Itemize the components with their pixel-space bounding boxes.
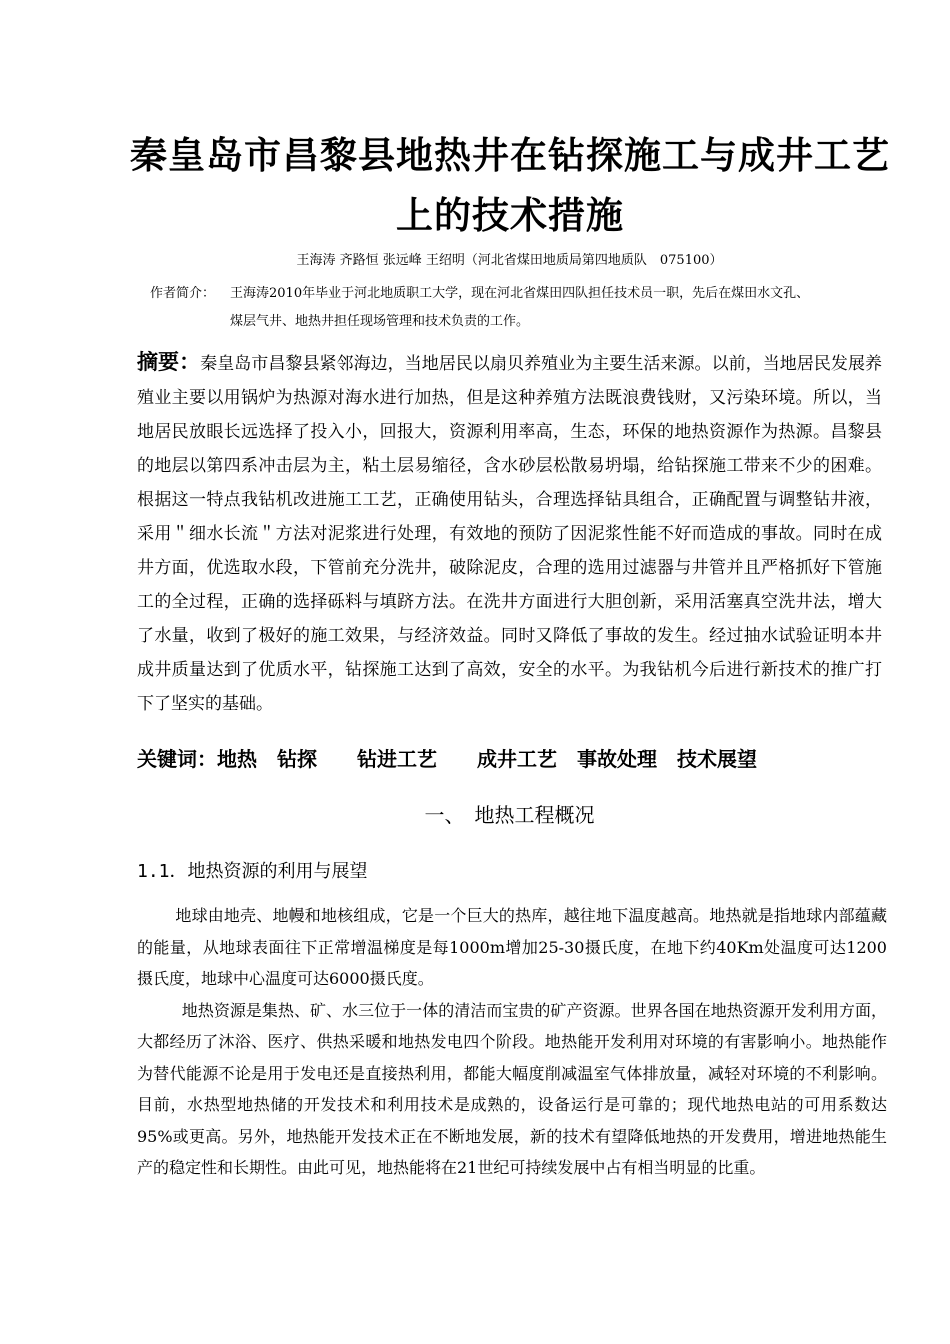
abstract xyxy=(137,345,882,721)
author-bio xyxy=(150,280,885,336)
abstract-text: 秦皇岛市昌黎县紧邻海边，当地居民以扇贝养殖业为主要生活来源。以前，当地居民发展养殖业主要以用锅炉为热源对海水进行加热，但是这种养殖方法既浪费钱财，又污染环境。所以，当地居民放眼长远选择了投入小，回报大，资源利用率高，生态，环保的地热资源作为热源。昌黎县的地层以第四系冲击层为主，粘土层易缩径，含水砂层松散易坍塌，给钻探施工带来不少的困难。根据这一特点我钻机改进施工工艺，正确使用钻头，合理选择钻具组合，正确配置与调整钻井液，采用＂细水长流＂方法对泥浆进行处理，有效地的预防了因泥浆性能不好而造成的事故。同时在成井方面，优选取水段，下管前充分洗井，破除泥皮，合理的选用过滤器与井管并且严格抓好下管施工的全过程，正确的选择砾料与填跻方法。在洗井方面进行大胆创新，采用活塞真空洗井法，增大了水量，收到了极好的施工效果，与经济效益。同时又降低了事故的发生。经过抽水试验证明本井成井质量达到了优质水平，钻探施工达到了高效，安全的水平。为我钻机今后进行新技术的推广打下了坚实的基础。 xyxy=(137,354,883,714)
section-heading: 一、 地热工程概况 xyxy=(424,803,595,827)
paragraph: 地热资源是集热、矿、水三位于一体的清洁而宝贵的矿产资源。世界各国在地热资源开发利用方面，大都经历了沐浴、医疗、供热采暖和地热发电四个阶段。地热能开发利用对环境的有害影响小。地热能作为替代能源不论是用于发电还是直接热利用，都能大幅度削减温室气体排放量，减轻对环境的不利影响。目前，水热型地热储的开发技术和利用技术是成熟的，设备运行是可靠的；现代地热电站的可用系数达95%或更高。另外，地热能开发技术正在不断地发展，新的技术有望降低地热的开发费用，增进地热能生产的稳定性和长期性。由此可见，地热能将在21世纪可持续发展中占有相当明显的比重。 xyxy=(137,1000,887,1177)
author-bio-line1: 王海涛2010年毕业于河北地质职工大学，现在河北省煤田四队担任技术员一职，先后在煤田水文孔、 xyxy=(230,286,810,301)
author-bio-line2: 煤层气井、地热井担任现场管理和技术负责的工作。 xyxy=(230,314,530,329)
body-text xyxy=(137,900,887,1184)
author-bio-label: 作者简介： xyxy=(150,286,216,301)
abstract-label: 摘要： xyxy=(137,350,201,374)
subsection-heading: 1.1．地热资源的利用与展望 xyxy=(137,861,368,882)
author-line: 王海涛 齐路恒 张远峰 王绍明（河北省煤田地质局第四地质队 075100） xyxy=(296,253,723,268)
keywords: 关键词：地热 钻探 钻进工艺 成井工艺 事故处理 技术展望 xyxy=(137,747,757,771)
paper-title: 秦皇岛市昌黎县地热井在钻探施工与成井工艺上的技术措施 xyxy=(130,134,890,237)
paragraph: 地球由地壳、地幔和地核组成，它是一个巨大的热库，越往地下温度越高。地热就是指地球内部蕴藏的能量，从地球表面往下正常增温梯度是每1000m增加25-30摄氏度，在地下约40Km处温度可达1200摄氏度，地球中心温度可达6000摄氏度。 xyxy=(137,906,887,988)
